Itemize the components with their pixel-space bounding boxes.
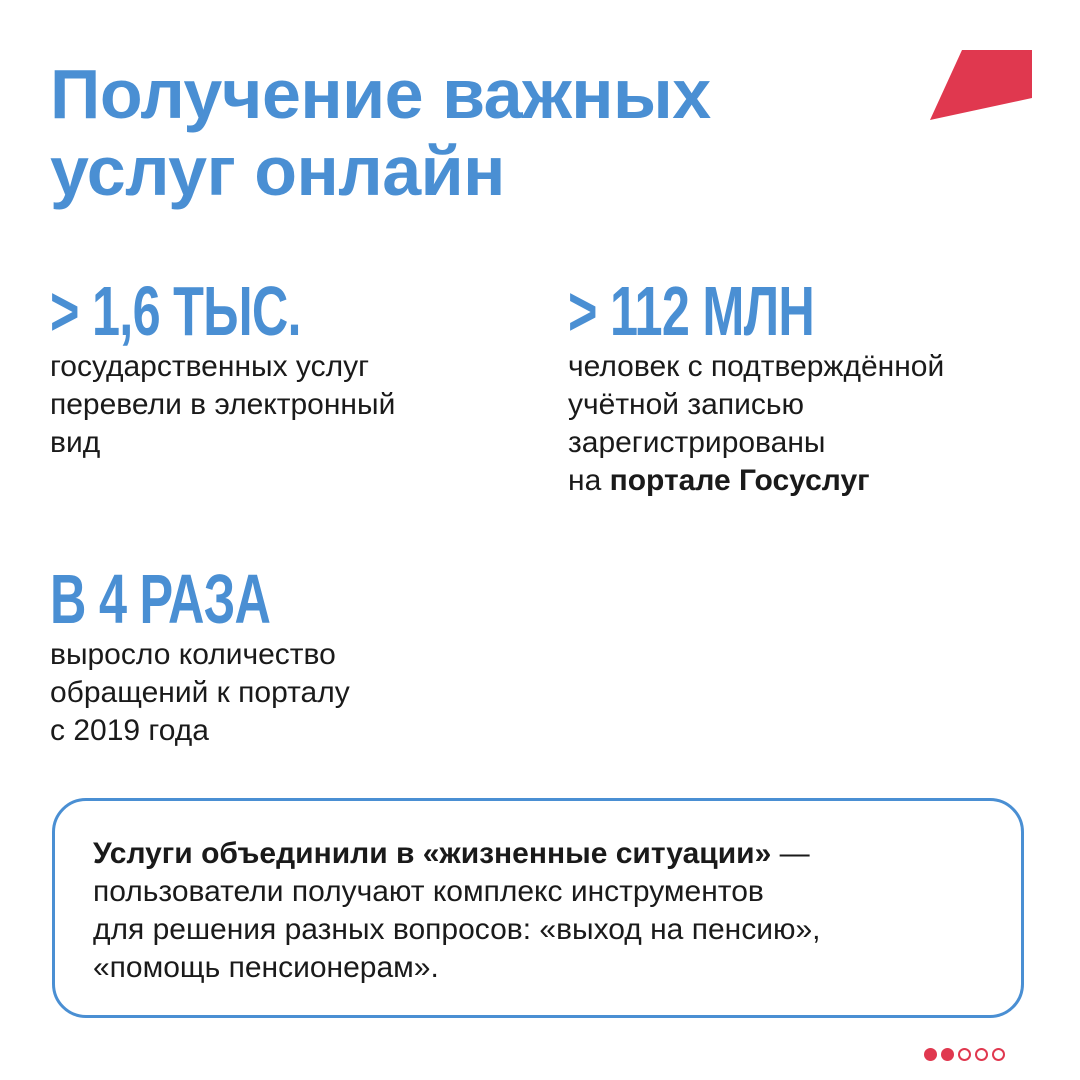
info-box-line: для решения разных вопросов: «выход на пенсию»,: [93, 913, 821, 946]
stat-growth-value: В 4 РАЗА: [50, 560, 271, 638]
stat-users-desc-prefix: на: [568, 464, 610, 497]
stat-growth-desc-line: обращений к порталу: [50, 676, 350, 709]
corner-flag-icon: [928, 48, 1032, 120]
life-situations-info-box: [52, 798, 1024, 1018]
stat-services-value: > 1,6 ТЫС.: [50, 272, 301, 350]
info-box-line: пользователи получают комплекс инструментов: [93, 875, 764, 908]
portal-name-bold: портале Госуслуг: [609, 464, 870, 497]
corner-flag-shape: [930, 50, 1032, 120]
info-box-dash: —: [771, 837, 810, 870]
stat-users-desc-line: зарегистрированы: [568, 426, 826, 459]
slide-pager: [924, 1048, 1005, 1066]
stat-users-desc-line: [568, 462, 1048, 500]
stat-growth-description: [50, 636, 510, 750]
pager-dot[interactable]: [975, 1048, 988, 1061]
stat-services-desc-line: перевели в электронный: [50, 388, 396, 421]
stat-growth-desc-line: с 2019 года: [50, 714, 209, 747]
stat-users: [568, 272, 1048, 500]
stat-users-desc-line: учётной записью: [568, 388, 804, 421]
stat-services-description: [50, 348, 510, 462]
stat-services-desc-line: государственных услуг: [50, 350, 370, 383]
pager-dot-active[interactable]: [941, 1048, 954, 1061]
stat-services: [50, 272, 510, 462]
title-line-1: Получение важных: [50, 55, 711, 133]
stat-users-value: > 112 МЛН: [568, 272, 815, 350]
pager-dot[interactable]: [992, 1048, 1005, 1061]
stat-users-description: [568, 348, 1048, 500]
stat-services-desc-line: вид: [50, 426, 101, 459]
stat-growth-desc-line: выросло количество: [50, 638, 336, 671]
stat-growth: [50, 560, 510, 750]
info-box-line: [93, 835, 973, 873]
pager-dot-active[interactable]: [924, 1048, 937, 1061]
page-title: [50, 56, 890, 210]
pager-dot[interactable]: [958, 1048, 971, 1061]
title-line-2: услуг онлайн: [50, 132, 505, 210]
info-box-line: «помощь пенсионерам».: [93, 951, 439, 984]
stat-users-desc-line: человек с подтверждённой: [568, 350, 945, 383]
info-box-text: [93, 835, 973, 987]
info-box-bold-lead: Услуги объединили в «жизненные ситуации»: [93, 837, 772, 870]
